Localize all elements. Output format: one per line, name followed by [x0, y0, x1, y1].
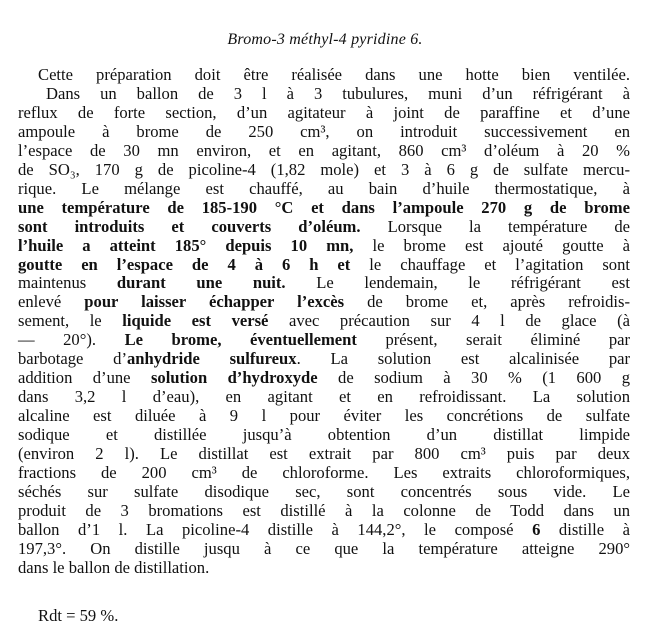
- text-segment: sement, le: [18, 311, 123, 331]
- bold-text: liquide est versé: [122, 311, 269, 331]
- text-segment: dans le ballon de distillation.: [18, 557, 210, 577]
- text-line: [18, 350, 630, 369]
- text-segment: Lorsque la température de: [360, 216, 630, 236]
- text-segment: produit de 3 bromations est distillé à la colonne de Todd dans un: [18, 500, 630, 520]
- text-line: [18, 180, 630, 199]
- bold-text: Le brome, éventuellement: [124, 330, 357, 350]
- text-segment: dans 3,2 l d’eau), en agitant et en refroidissant. La solution: [18, 387, 630, 407]
- text-segment: maintenus: [18, 273, 117, 293]
- bold-text: durant une nuit.: [116, 273, 286, 293]
- text-line: [18, 66, 630, 85]
- text-segment: l’espace de 30 mn environ, et en agitant, 860 cm³ d’oléum à 20 %: [18, 140, 630, 160]
- text-line: [18, 256, 630, 275]
- text-segment: séchés sur sulfate disodique sec, sont concentrés sous vide. Le: [18, 481, 630, 501]
- text-line: [18, 274, 630, 293]
- text-segment: le brome est ajouté goutte à: [353, 235, 630, 255]
- text-segment: distille à: [540, 519, 630, 539]
- text-segment: fractions de 200 cm³ de chloroforme. Les extraits chloroformiques,: [18, 463, 630, 483]
- text-segment: ampoule à brome de 250 cm³, on introduit successivement en: [18, 121, 630, 141]
- text-line: [18, 445, 630, 464]
- compound-heading: Bromo-3 méthyl-4 pyridine 6.: [227, 31, 423, 48]
- text-line: [18, 502, 630, 521]
- text-line: [18, 199, 630, 218]
- text-line: [18, 312, 630, 331]
- text-segment: sodique et distillée jusqu’à obtention d’un distillat limpide: [18, 425, 630, 445]
- bold-text: goutte en l’espace de 4 à 6 h et: [18, 254, 351, 274]
- text-segment: alcaline est diluée à 9 l pour éviter les concrétions de sulfate: [18, 406, 630, 426]
- text-line: [18, 521, 630, 540]
- text-line: [18, 388, 630, 407]
- text-segment: ballon d’1 l. La picoline-4 distille à 144,2°, le composé: [18, 519, 533, 539]
- procedure-text: [18, 66, 630, 578]
- text-line: [18, 540, 630, 559]
- text-line: [18, 237, 630, 256]
- text-segment: addition d’une: [18, 368, 151, 388]
- text-line: [18, 142, 630, 161]
- text-line: [18, 85, 630, 104]
- text-segment: le chauffage et l’agitation sont: [350, 254, 631, 274]
- bold-text: sont introduits et couverts d’oléum.: [18, 216, 361, 236]
- text-line: [18, 426, 630, 445]
- text-line: [18, 331, 630, 350]
- text-segment: enlevé: [18, 292, 85, 312]
- text-line: [18, 559, 630, 578]
- text-segment: Le lendemain, le réfrigérant est: [285, 273, 630, 293]
- bold-text: une température de 185-190 °C et dans l’ampoule 270 g de brome: [18, 197, 630, 217]
- text-segment: de SO₃, 170 g de picoline-4 (1,82 mole) et 3 à 6 g de sulfate mercu-: [18, 159, 630, 179]
- text-line: [18, 123, 630, 142]
- text-segment: présent, serait éliminé par: [356, 330, 631, 350]
- text-line: [18, 483, 630, 502]
- text-segment: — 20°).: [18, 330, 125, 350]
- text-segment: rique. Le mélange est chauffé, au bain d’huile thermostatique, à: [18, 178, 630, 198]
- text-line: [18, 464, 630, 483]
- text-line: [18, 218, 630, 237]
- text-segment: (environ 2 l). Le distillat est extrait par 800 cm³ puis par deux: [18, 444, 630, 464]
- text-segment: de brome et, après refroidis-: [344, 292, 630, 312]
- text-line: [18, 161, 630, 180]
- text-segment: avec précaution sur 4 l de glace (à: [268, 311, 630, 331]
- text-line: [18, 369, 630, 388]
- text-segment: reflux de forte section, d’un agitateur à joint de paraffine et d’une: [18, 102, 630, 122]
- bold-text: pour laisser échapper l’excès: [84, 292, 345, 312]
- text-line: [18, 104, 630, 123]
- text-segment: . La solution est alcalinisée par: [296, 349, 631, 369]
- bold-text: anhydride sulfureux: [126, 349, 297, 369]
- bold-text: l’huile a atteint 185° depuis 10 mn,: [18, 235, 354, 255]
- text-segment: Cette préparation doit être réalisée dans une hotte bien ventilée.: [38, 65, 630, 84]
- text-segment: Dans un ballon de 3 l à 3 tubulures, muni d’un réfrigérant à: [46, 83, 630, 103]
- text-segment: barbotage d’: [18, 349, 127, 369]
- bold-text: solution d’hydroxyde: [150, 368, 318, 388]
- text-line: [18, 293, 630, 312]
- yield-line: Rdt = 59 %.: [38, 606, 119, 625]
- text-line: [18, 407, 630, 426]
- text-segment: 197,3°. On distille jusqu à ce que la température atteigne 290°: [18, 538, 630, 558]
- bold-text: 6: [532, 519, 541, 539]
- text-segment: de sodium à 30 % (1 600 g: [317, 368, 630, 388]
